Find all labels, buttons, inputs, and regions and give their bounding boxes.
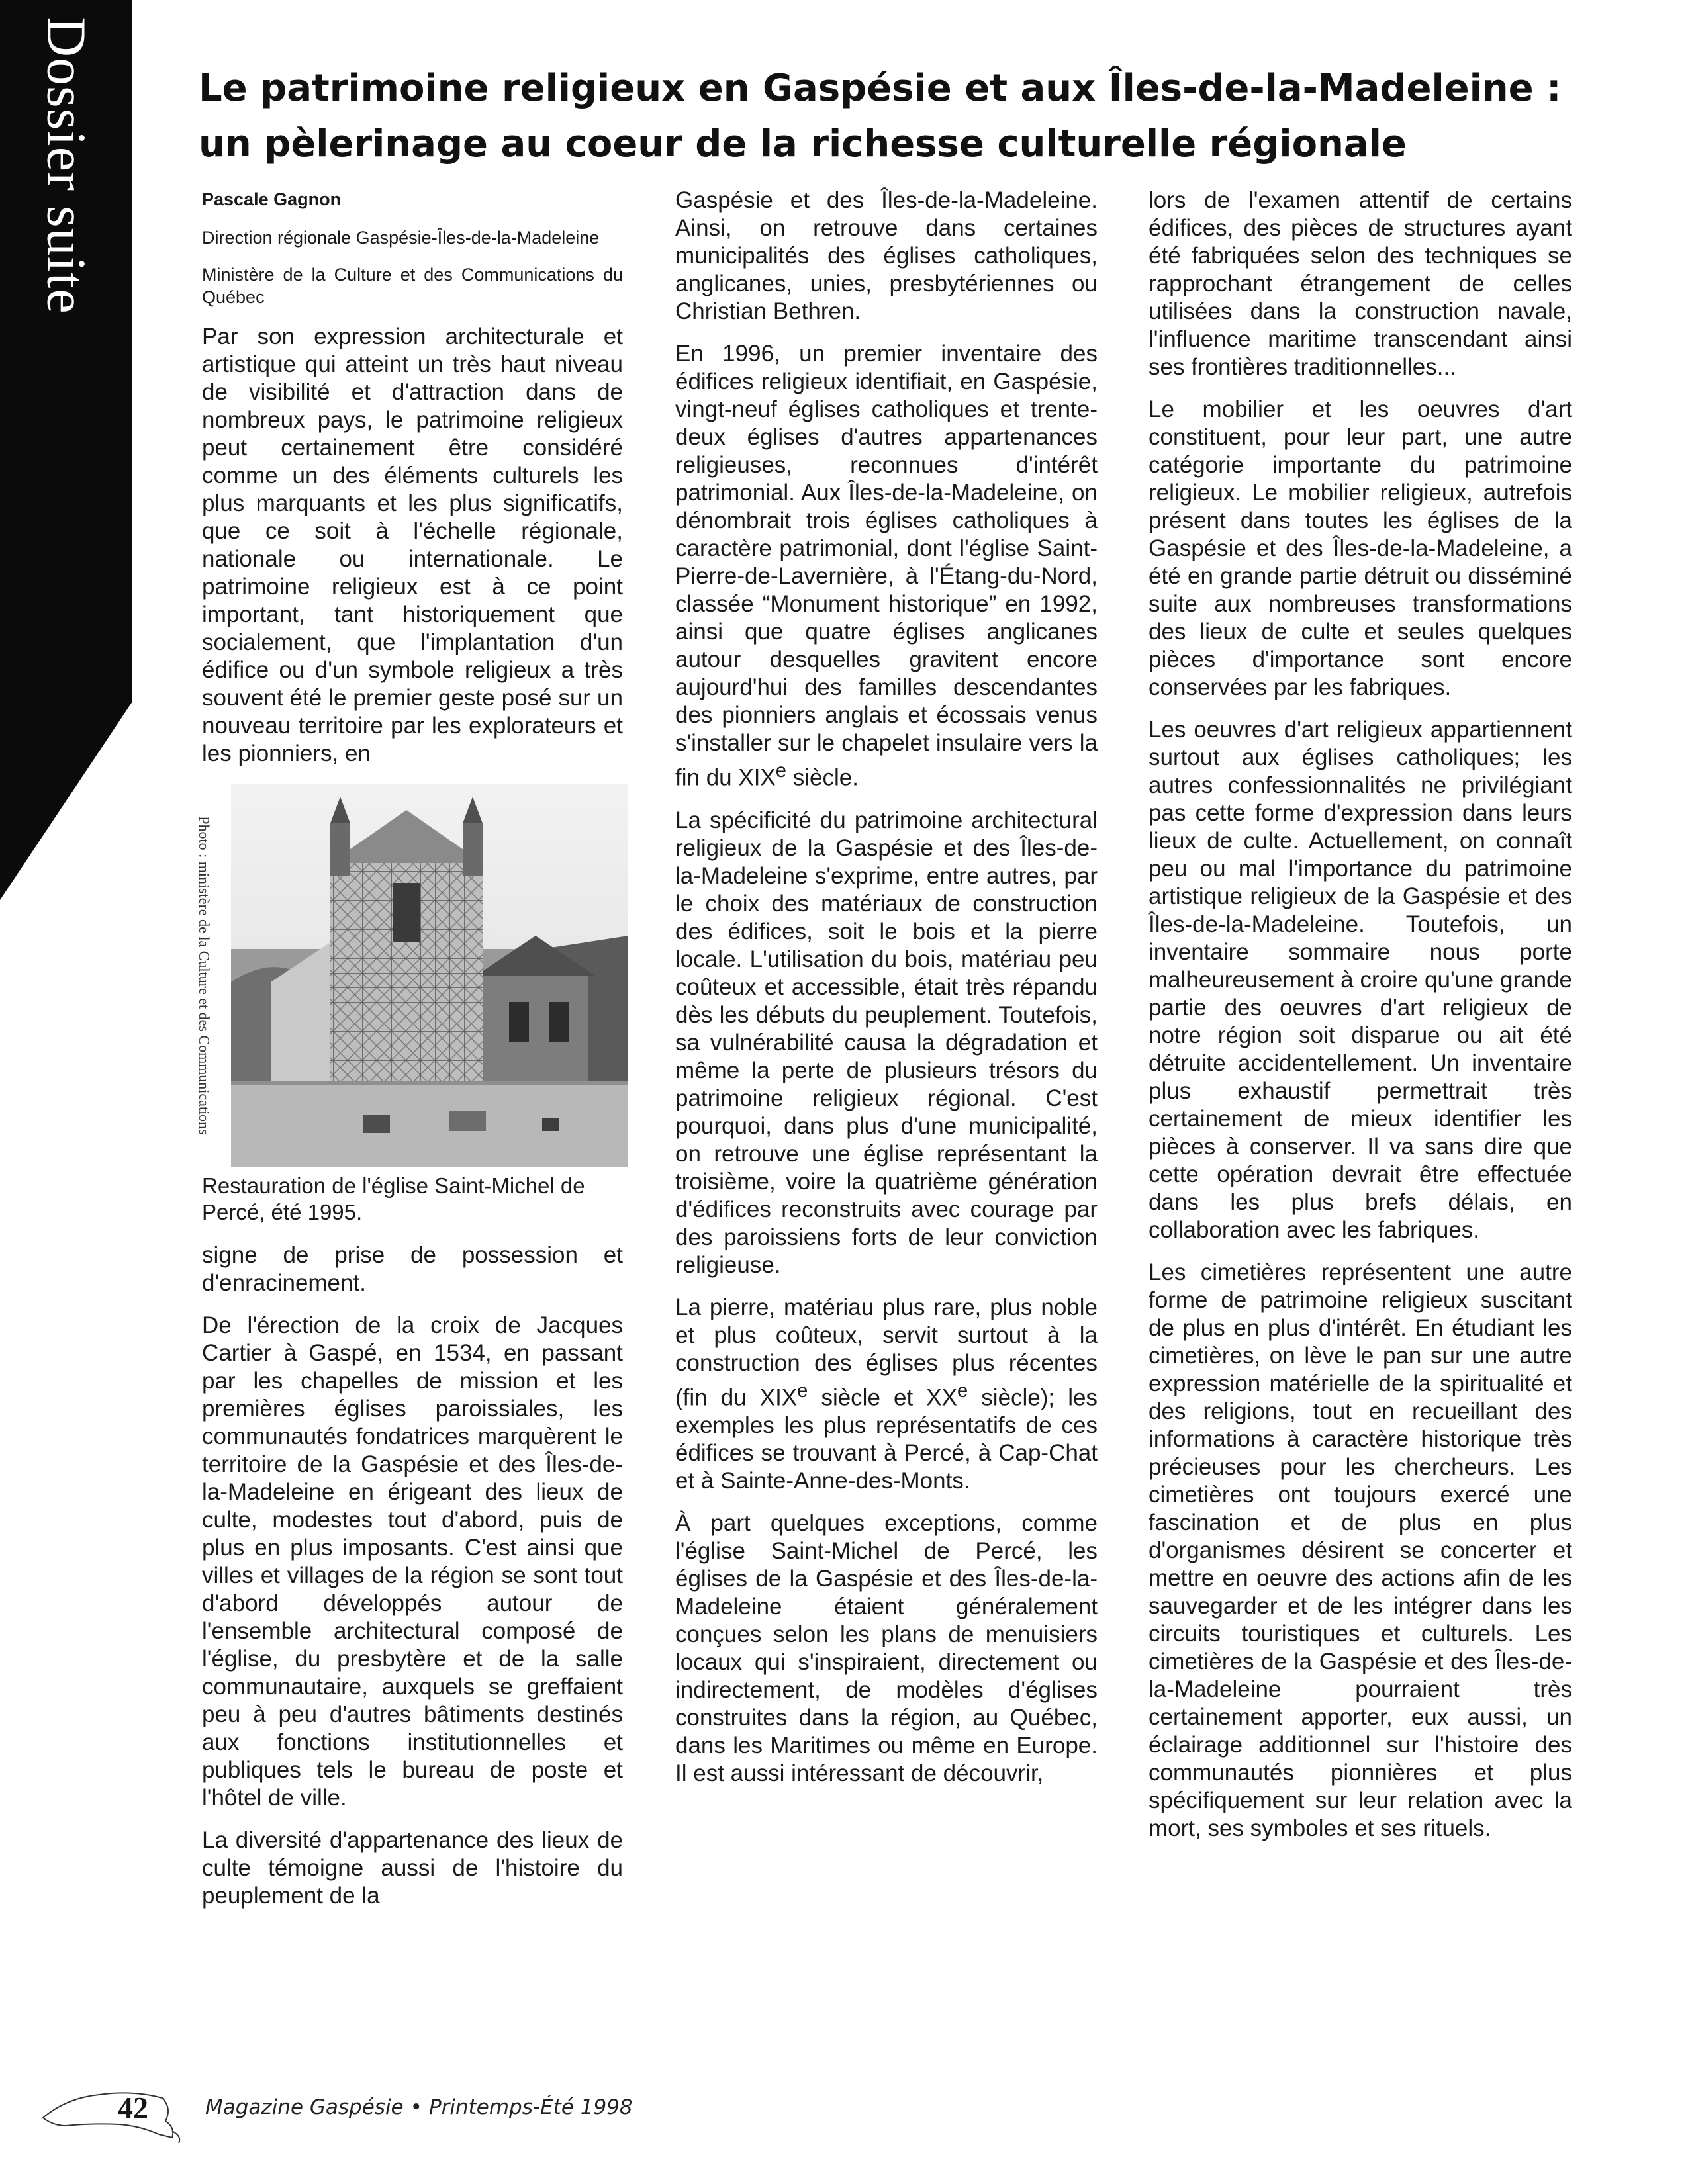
- bullet-separator-icon: •: [410, 2095, 422, 2119]
- church-illustration: [231, 784, 628, 1167]
- photo-credit-text: Photo : ministère de la Culture et des Communications: [196, 816, 212, 1135]
- section-sidebar: [0, 0, 132, 2184]
- author-affiliation-1: Direction régionale Gaspésie-Îles-de-la-Madeleine: [202, 228, 600, 248]
- paragraph: Le mobilier et les oeuvres d'art constituent, pour leur part, une autre catégorie importante du patrimoine religieux. Le mobilier religieux, autrefois présent dans toutes les églises de la Gaspésie et des Îles-de-la-Madeleine, a été en grande partie détruit ou disséminé suite aux nombreuses transformations des lieux de culte et seules quelques pièces d'importance sont encore conservées par les fabriques.: [1149, 396, 1572, 700]
- paragraph: De l'érection de la croix de Jacques Cartier à Gaspé, en 1534, en passant par les chapelles de mission et les premières églises paroissiales, les communautés fondatrices marquèrent le territoire de la Gaspésie et des Îles-de-la-Madeleine en érigeant des lieux de culte, modestes tout d'abord, puis de plus en plus imposants. C'est ainsi que villes et villages de la région se sont tout d'abord développés autour de l'ensemble architectural composé de l'église, du presbytère et de la salle communautaire, auxquels se greffaient peu à peu d'autres bâtiments destinés aux fonctions institutionnelles et publiques tels le bureau de poste et l'hôtel de ville.: [202, 1312, 623, 1811]
- paragraph: La diversité d'appartenance des lieux de culte témoigne aussi de l'histoire du peuplement de la: [202, 1827, 623, 1909]
- paragraph-text: siècle et XX: [808, 1385, 957, 1411]
- magazine-issue: Printemps-Été 1998: [428, 2095, 633, 2119]
- paragraph: signe de prise de possession et d'enracinement.: [202, 1242, 623, 1296]
- section-label: Dossier suite: [35, 17, 97, 314]
- paragraph-text: siècle.: [786, 764, 859, 791]
- superscript: e: [775, 760, 786, 782]
- column-2: [675, 187, 1098, 1802]
- column-3: [1149, 187, 1572, 1857]
- title-line-1: Le patrimoine religieux en Gaspésie et aux Îles-de-la-Madeleine :: [199, 67, 1562, 110]
- paragraph: Les oeuvres d'art religieux appartiennent surtout aux églises catholiques; les autres confessionnalités ne privilégiant pas cette forme d'expression dans leurs lieux de culte. Actuellement, on connaît peu ou mal l'importance du patrimoine artistique religieux de la Gaspésie et des Îles-de-la-Madeleine. Toutefois, un inventaire sommaire nous porte malheureusement à croire qu'une grande partie des oeuvres d'art religieux de notre région soit disparue ou ait été détruite accidentellement. Un inventaire plus exhaustif permettrait très certainement de mieux identifier les pièces à conserver. Il va sans dire que cette opération devrait être effectuée dans les plus brefs délais, en collaboration avec les fabriques.: [1149, 717, 1572, 1243]
- superscript: e: [797, 1380, 808, 1402]
- paragraph: Les cimetières représentent une autre forme de patrimoine religieux suscitant de plus en plus d'intérêt. En étudiant les cimetières, on lève le pan sur une autre expression matérielle de la spiritualité et des religions, tout en recueillant des informations à caractère historique très précieuses pour les chercheurs. Les cimetières ont toujours exercé une fascination et de plus en plus d'organismes désirent se concerter et mettre en oeuvre des actions afin de les sauvegarder et de les intégrer dans les circuits touristiques et culturels. Les cimetières de la Gaspésie et des Îles-de-la-Madeleine pourraient très certainement apporter, eux aussi, un éclairage additionnel sur l'histoire des communautés pionnières et plus spécifiquement sur leur relation avec la mort, ses symboles et ses rituels.: [1149, 1259, 1572, 1841]
- paragraph: La spécificité du patrimoine architectural religieux de la Gaspésie et des Îles-de-la-Madeleine s'exprime, entre autres, par le choix des matériaux de construction des édifices, soit le bois et la pierre locale. L'utilisation du bois, matériau peu coûteux et accessible, était très répandu dès les débuts du peuplement. Toutefois, sa vulnérabilité causa la dégradation et même la perte de plusieurs trésors du patrimoine religieux régional. C'est pourquoi, dans plus d'une municipalité, on retrouve une église représentant la troisième, voire la quatrième génération d'édifices reconstruits avec courage par des paroissiens forts de leur conviction religieuse.: [675, 807, 1098, 1278]
- author-name: Pascale Gagnon: [202, 189, 342, 209]
- author-affiliation-2: Ministère de la Culture et des Communications du Québec: [202, 265, 623, 307]
- page-number: 42: [118, 2091, 148, 2124]
- paragraph-text: En 1996, un premier inventaire des édifices religieux identifiait, en Gaspésie, vingt-neuf églises catholiques et trente-deux églises d'autres appartenances religieuses, reconnues d'intérêt patrimonial. Aux Îles-de-la-Madeleine, on dénombrait trois églises catholiques à caractère patrimonial, dont l'église Saint-Pierre-de-Lavernière, à l'Étang-du-Nord, classée “Monument historique” en 1992, ainsi que quatre églises anglicanes autour desquelles gravitent encore aujourd'hui des familles descendantes des pionniers anglais et écossais venus s'installer sur le chapelet insulaire vers la fin du XIX: [675, 341, 1098, 791]
- paragraph: Gaspésie et des Îles-de-la-Madeleine. Ainsi, on retrouve dans certaines municipalités des églises catholiques, anglicanes, unies, presbytériennes ou Christian Bethren.: [675, 187, 1098, 324]
- paragraph-text: siècle); les exemples les plus représentatifs de ces édifices se trouvant à Percé, à Cap-Chat et à Sainte-Anne-des-Monts.: [675, 1385, 1098, 1494]
- paragraph: À part quelques exceptions, comme l'église Saint-Michel de Percé, les églises de la Gaspésie et des Îles-de-la-Madeleine étaient généralement conçues selon les plans de menuisiers locaux qui s'inspiraient, directement ou indirectement, de modèles d'églises construites dans la région, au Québec, dans les Maritimes ou même en Europe. Il est aussi intéressant de découvrir,: [675, 1510, 1098, 1787]
- column-1: [196, 187, 623, 1925]
- paragraph-text: La pierre, matériau plus rare, plus noble et plus coûteux, servit surtout à la construction des églises plus récentes (fin du XIX: [675, 1294, 1098, 1411]
- magazine-name: Magazine Gaspésie: [205, 2095, 404, 2119]
- paragraph: [675, 340, 1098, 792]
- magazine-credit-line: [205, 2095, 633, 2119]
- sidebar-black-band: [0, 0, 132, 2184]
- paragraph: [675, 1294, 1098, 1496]
- church-restoration-photo: [231, 784, 628, 1167]
- title-line-2: un pèlerinage au coeur de la richesse culturelle régionale: [199, 122, 1407, 165]
- photo-credit: [194, 784, 214, 1167]
- article-title: [199, 61, 1642, 172]
- page-footer: [40, 2071, 834, 2144]
- paragraph: Par son expression architecturale et artistique qui atteint un très haut niveau de visibilité et d'attraction dans de nombreux pays, le patrimoine religieux peut certainement être considéré comme un des éléments culturels les plus marquants et les plus significatifs, que ce soit à l'échelle régionale, nationale ou internationale. Le patrimoine religieux est à ce point important, tant historiquement que socialement, que l'implantation d'un édifice ou d'un symbole religieux a très souvent été le premier geste posé sur un nouveau territoire par les explorateurs et les pionniers, en: [202, 324, 623, 766]
- photo-caption: Restauration de l'église Saint-Michel de Percé, été 1995.: [202, 1173, 585, 1224]
- superscript: e: [957, 1380, 968, 1402]
- paragraph: lors de l'examen attentif de certains édifices, des pièces de structures ayant été fabriquées selon des techniques se rapprochant étrangement de celles utilisées dans la construction navale, l'influence maritime transcendant ainsi ses frontières traditionnelles...: [1149, 187, 1572, 380]
- church-photo-figure: [196, 784, 623, 1226]
